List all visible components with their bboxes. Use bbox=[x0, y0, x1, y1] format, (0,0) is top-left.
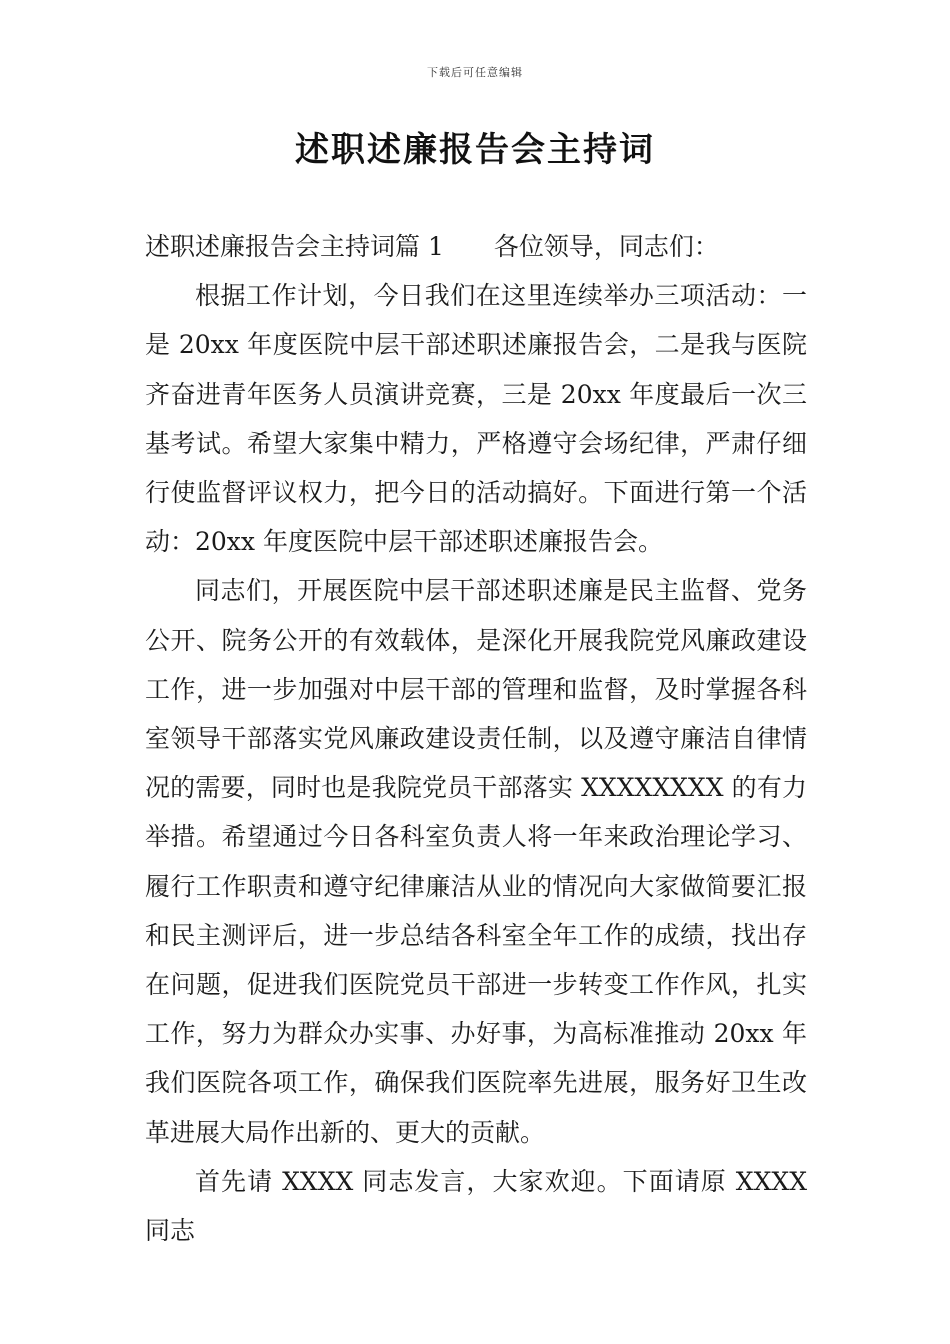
header-note: 下载后可任意编辑 bbox=[427, 66, 523, 79]
paragraph-2: 同志们，开展医院中层干部述职述廉是民主监督、党务公开、院务公开的有效载体，是深化开展我院党风廉政建设工作，进一步加强对中层干部的管理和监督，及时掌握各科室领导干部落实党风廉政建设责任制，以及遵守廉洁自律情况的需要，同时也是我院党员干部落实 XXXXXXXX 的有力举措。希望通过今日各科室负责人将一年来政治理论学习、履行工作职责和遵守纪律廉洁从业的情况向大家做简要汇报和民主测评后，进一步总结各科室全年工作的成绩，找出存在问题，促进我们医院党员干部进一步转变工作作风，扎实工作，努力为群众办实事、办好事，为高标准推动 20xx 年我们医院各项工作，确保我们医院率先进展，服务好卫生改革进展大局作出新的、更大的贡献。 bbox=[145, 576, 807, 1147]
intro-line bbox=[145, 222, 807, 271]
section-label: 述职述廉报告会主持词篇 1 bbox=[145, 232, 444, 261]
greeting: 各位领导，同志们： bbox=[493, 232, 719, 261]
paragraph-3: 首先请 XXXX 同志发言，大家欢迎。下面请原 XXXX 同志 bbox=[145, 1166, 807, 1246]
document-title: 述职述廉报告会主持词 bbox=[295, 130, 655, 170]
document-body bbox=[145, 222, 807, 1255]
paragraph-1: 根据工作计划，今日我们在这里连续举办三项活动：一是 20xx 年度医院中层干部述职述廉报告会，二是我与医院齐奋进青年医务人员演讲竞赛，三是 20xx 年度最后一次三基考试。希望大家集中精力，严格遵守会场纪律，严肃仔细行使监督评议权力，把今日的活动搞好。下面进行第一个活动：20xx 年度医院中层干部述职述廉报告会。 bbox=[145, 281, 807, 557]
